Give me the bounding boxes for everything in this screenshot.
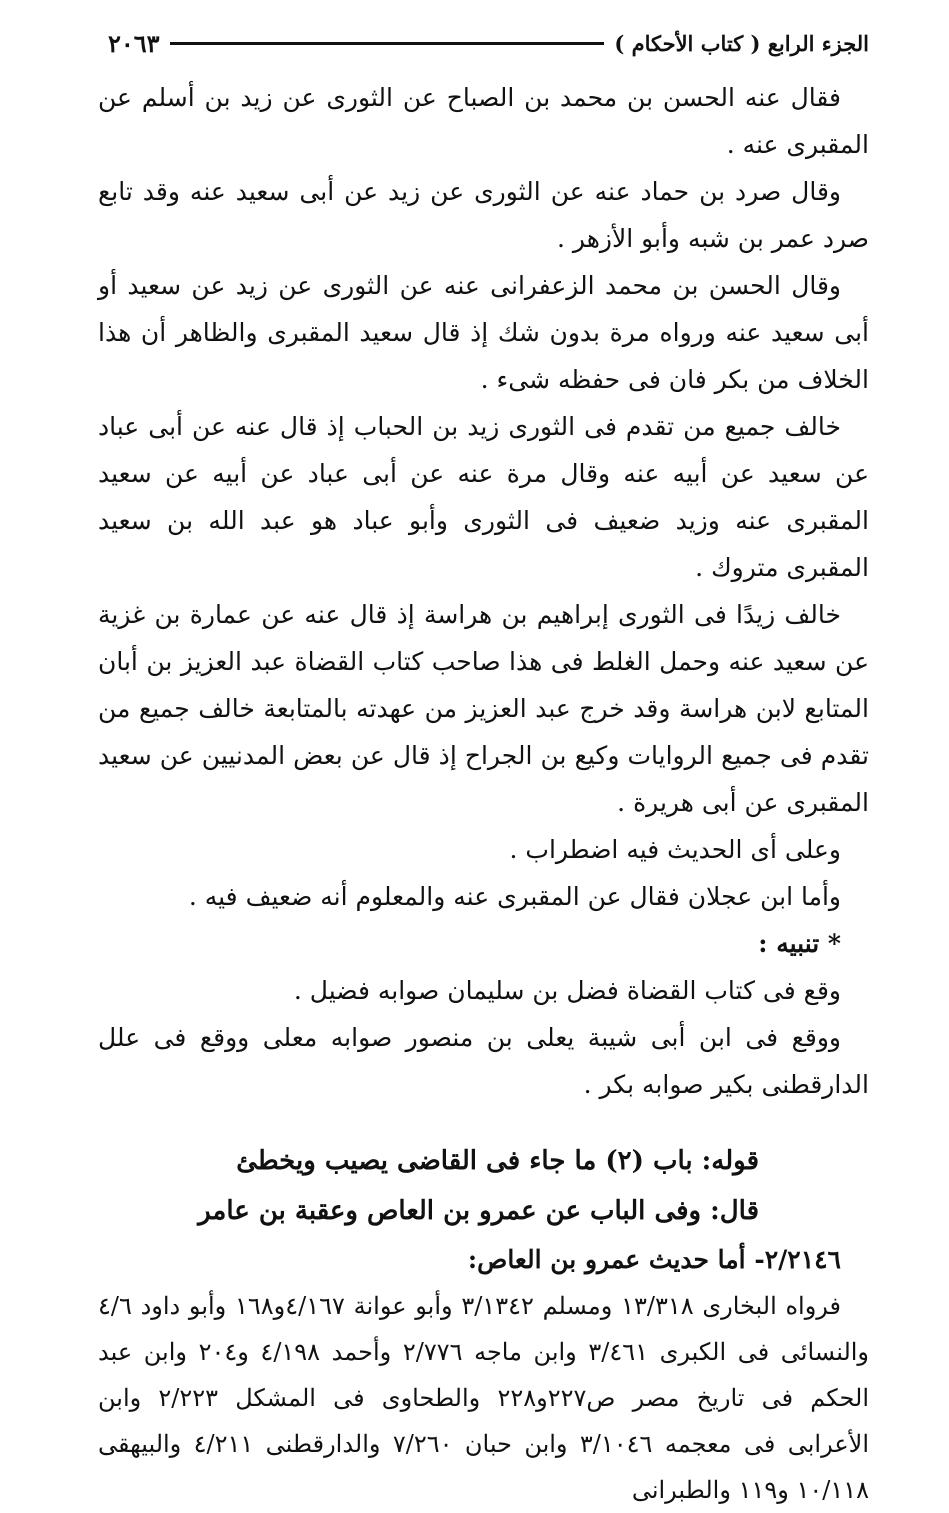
note-title: * تنبيه : [758, 929, 841, 958]
paragraph: خالف جميع من تقدم فى الثورى زيد بن الحباب إذ قال عنه عن أبى عباد عن سعيد عن أبيه عنه وقال مرة عنه عن أبى عباد عن أبيه عن سعيد المقبرى عنه وزيد ضعيف فى الثورى وأبو عباد هو عبد الله بن سعيد المقبرى متروك . [98, 412, 869, 582]
page-number: ٢٠٦٣ [108, 28, 160, 58]
paragraph: وقال الحسن بن محمد الزعفرانى عنه عن الثورى عن زيد عن سعيد أو أبى سعيد عنه ورواه مرة بدون شك إذ قال سعيد المقبرى والظاهر أن هذا الخلاف من بكر فان فى حفظه شىء . [98, 271, 869, 394]
page-body [98, 74, 869, 1513]
note-line: وقع فى كتاب القضاة فضل بن سليمان صوابه فضيل . [293, 976, 841, 1005]
chapter-subheading: قال: وفى الباب عن عمرو بن العاص وعقبة بن عامر [198, 1196, 759, 1226]
section-gap [98, 1108, 869, 1136]
hadith-references: فرواه البخارى ١٣/٣١٨ ومسلم ٣/١٣٤٢ وأبو عوانة ٤/١٦٧و١٦٨ وأبو داود ٤/٦ والنسائى فى الكبرى ٣/٤٦١ وابن ماجه ٢/٧٧٦ وأحمد ٤/١٩٨ و٢٠٤ وابن عبد الحكم فى تاريخ مصر ص٢٢٧و٢٢٨ والطحاوى فى المشكل ٢/٢٢٣ وابن الأعرابى فى معجمه ٣/١٠٤٦ وابن حبان ٧/٢٦٠ والدارقطنى ٤/٢١١ والبيهقى ١٠/١١٨ و١١٩ والطبرانى [98, 1292, 870, 1504]
paragraph: فقال عنه الحسن بن محمد بن الصباح عن الثورى عن زيد بن أسلم عن المقبرى عنه . [98, 83, 869, 159]
paragraph: خالف زيدًا فى الثورى إبراهيم بن هراسة إذ قال عنه عن عمارة بن غزية عن سعيد عنه وحمل الغلط فى هذا صاحب كتاب القضاة عبد العزيز بن أبان المتابع لابن هراسة وقد خرج عبد العزيز من عهدته بالمتابعة خالف جميع من تقدم فى جميع الروايات وكيع بن الجراح إذ قال عن بعض المدنيين عن سعيد المقبرى عن أبى هريرة . [98, 600, 869, 817]
chapter-heading: قوله: باب (٢) ما جاء فى القاضى يصيب ويخطئ [236, 1146, 759, 1176]
paragraph: وعلى أى الحديث فيه اضطراب . [509, 835, 841, 864]
hadith-title: ٢/٢١٤٦- أما حديث عمرو بن العاص: [467, 1245, 841, 1274]
running-header [108, 28, 869, 58]
paragraph: وقال صرد بن حماد عنه عن الثورى عن زيد عن أبى سعيد عنه وقد تابع صرد عمر بن شبه وأبو الأزهر . [98, 177, 869, 253]
paragraph: وأما ابن عجلان فقال عن المقبرى عنه والمعلوم أنه ضعيف فيه . [188, 882, 841, 911]
note-line: ووقع فى ابن أبى شيبة يعلى بن منصور صوابه معلى ووقع فى علل الدارقطنى بكير صوابه بكر . [98, 1023, 869, 1099]
header-rule [170, 42, 605, 45]
header-title: الجزء الرابع ( كتاب الأحكام ) [614, 30, 869, 56]
